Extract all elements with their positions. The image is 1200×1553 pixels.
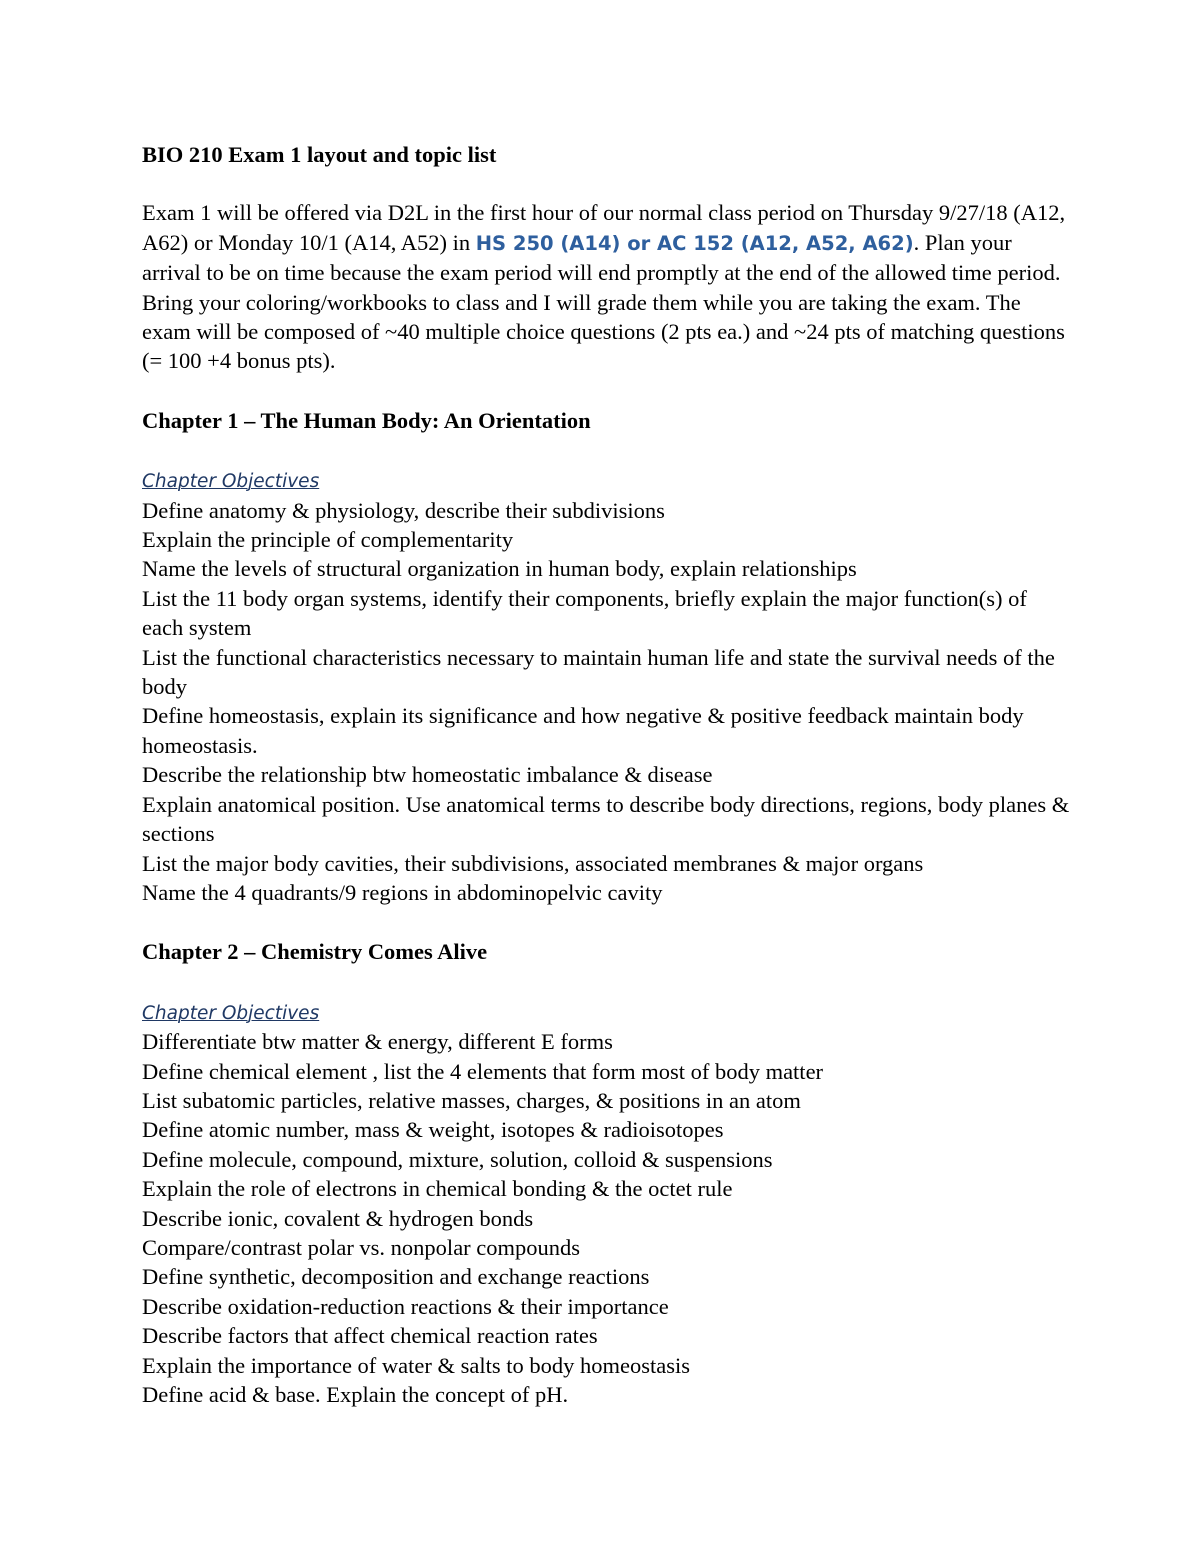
- intro-text-part2: . Plan your arrival to be on time because the exam period will end promptly at the end of the allowed time period. Bring your coloring/workbooks to class and I will grade them while you are taking the exam. The exam will be composed of ~40 multiple choice questions (2 pts ea.) and ~24 pts of matching questions (= 100 +4 bonus pts).: [142, 229, 1065, 374]
- objective-item: Define atomic number, mass & weight, isotopes & radioisotopes: [142, 1117, 724, 1143]
- chapter-2-objectives-label: Chapter Objectives: [142, 1002, 320, 1024]
- objective-item: Name the 4 quadrants/9 regions in abdominopelvic cavity: [142, 879, 663, 905]
- objective-item: List the major body cavities, their subdivisions, associated membranes & major organs: [142, 850, 924, 876]
- objective-item: Explain anatomical position. Use anatomical terms to describe body directions, regions, body planes & sections: [142, 791, 1070, 847]
- objective-item: Define acid & base. Explain the concept of pH.: [142, 1381, 569, 1407]
- chapter-1-heading: Chapter 1 – The Human Body: An Orientation: [142, 407, 591, 433]
- objective-item: Define synthetic, decomposition and exchange reactions: [142, 1264, 650, 1290]
- objective-item: Define anatomy & physiology, describe their subdivisions: [142, 497, 665, 523]
- chapter-2-section: [142, 937, 1072, 1409]
- chapter-1-section: [142, 406, 1072, 907]
- objective-item: Define molecule, compound, mixture, solution, colloid & suspensions: [142, 1146, 773, 1172]
- objective-item: Explain the principle of complementarity: [142, 527, 514, 553]
- chapter-1-objectives-label: Chapter Objectives: [142, 471, 320, 493]
- objective-item: Differentiate btw matter & energy, different E forms: [142, 1029, 613, 1055]
- objective-item: Explain the role of electrons in chemical bonding & the octet rule: [142, 1176, 733, 1202]
- objective-item: Name the levels of structural organization in human body, explain relationships: [142, 556, 857, 582]
- objective-item: List the 11 body organ systems, identify their components, briefly explain the major function(s) of each system: [142, 585, 1027, 641]
- objective-item: Define chemical element , list the 4 elements that form most of body matter: [142, 1058, 824, 1084]
- document-page: [142, 140, 1072, 1409]
- objective-item: Compare/contrast polar vs. nonpolar compounds: [142, 1234, 581, 1260]
- chapter-2-objectives-list: [142, 1027, 1072, 1409]
- chapter-1-objectives-list: [142, 496, 1072, 908]
- objective-item: Describe oxidation-reduction reactions & their importance: [142, 1293, 669, 1319]
- objective-item: Describe the relationship btw homeostatic imbalance & disease: [142, 762, 713, 788]
- document-title: BIO 210 Exam 1 layout and topic list: [142, 142, 497, 167]
- objective-item: Describe factors that affect chemical reaction rates: [142, 1323, 598, 1349]
- objective-item: Describe ionic, covalent & hydrogen bonds: [142, 1205, 534, 1231]
- objective-item: List the functional characteristics necessary to maintain human life and state the survival needs of the body: [142, 644, 1055, 700]
- intro-text-part1: Exam 1 will be offered via D2L in the first hour of our normal class period on Thursday 9/27/18 (A12, A62) or Monday 10/1 (A14, A52) in: [142, 200, 1066, 255]
- chapter-2-heading: Chapter 2 – Chemistry Comes Alive: [142, 939, 488, 965]
- objective-item: Define homeostasis, explain its significance and how negative & positive feedback maintain body homeostasis.: [142, 703, 1024, 758]
- objective-item: Explain the importance of water & salts to body homeostasis: [142, 1352, 691, 1378]
- intro-room-highlight: HS 250 (A14) or AC 152 (A12, A52, A62): [475, 231, 914, 255]
- objective-item: List subatomic particles, relative masses, charges, & positions in an atom: [142, 1087, 801, 1113]
- intro-paragraph: [142, 198, 1072, 375]
